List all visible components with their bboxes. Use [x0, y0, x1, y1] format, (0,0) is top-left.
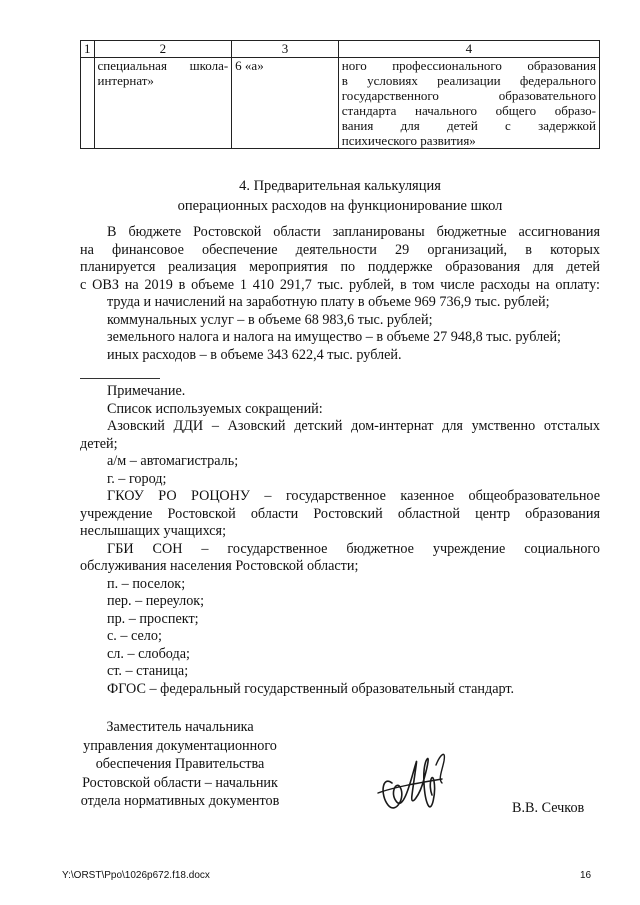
- section-title-line: 4. Предварительная калькуляция: [239, 178, 441, 194]
- abbr-line: ст. – станица;: [107, 663, 189, 679]
- abbr-line: с. – село;: [107, 628, 162, 644]
- table-header-cell: 1: [81, 41, 95, 58]
- abbr-line: детей;: [80, 435, 118, 452]
- cell-line: вания для детей с задержкой: [341, 118, 596, 133]
- file-path: Y:\ORST\Ppo\1026p672.f18.docx: [62, 870, 210, 881]
- expense-item: коммунальных услуг – в объеме 68 983,6 тыс. рублей;: [107, 311, 433, 328]
- abbr-line: г. – город;: [107, 470, 167, 487]
- budget-paragraph: [80, 224, 600, 364]
- cell-line: специальная школа-: [97, 58, 229, 73]
- paragraph-line: с ОВЗ на 2019 в объеме 1 410 291,7 тыс. рублей, в том числе расходы на оплату:: [80, 276, 600, 293]
- abbr-line: ГБИ СОН – государственное бюджетное учреждение социального: [107, 540, 600, 557]
- abbr-line: а/м – автомагистраль;: [107, 453, 239, 469]
- section-title-line: операционных расходов на функционирование школ: [177, 198, 503, 214]
- abbr-line: обслуживания населения Ростовской области;: [80, 558, 359, 574]
- paragraph-line: планируется реализация мероприятия по поддержке образования для детей: [80, 259, 600, 275]
- cell-line: психического развития»: [341, 133, 476, 148]
- table-cell-col3: 6 «а»: [232, 58, 339, 149]
- abbr-line: пер. – переулок;: [107, 593, 205, 609]
- expense-item: иных расходов – в объеме 343 622,4 тыс. рублей.: [107, 346, 402, 363]
- cell-line: интернат»: [97, 73, 154, 88]
- table-row: [81, 58, 600, 149]
- abbr-line: пр. – проспект;: [107, 610, 199, 627]
- abbreviations-note: [80, 383, 600, 698]
- separator-line: [80, 378, 160, 379]
- abbr-line: ГКОУ РО РОЦОНУ – государственное казенное общеобразовательное: [107, 488, 600, 504]
- abbr-line: учреждение Ростовской области Ростовский областной центр образования: [80, 505, 600, 522]
- expense-item: труда и начислений на заработную плату в объеме 969 736,9 тыс. рублей;: [107, 294, 550, 310]
- abbr-line: п. – поселок;: [107, 575, 186, 592]
- table-header-cell: 2: [94, 41, 232, 58]
- programs-table: [80, 40, 600, 149]
- signatory-name: В.В. Сечков: [512, 800, 585, 816]
- position-line: отдела нормативных документов: [80, 793, 280, 809]
- cell-line: стандарта начального общего образо-: [341, 103, 596, 118]
- page-number: 16: [580, 870, 592, 881]
- table-header-cell: 4: [338, 41, 599, 58]
- signatory-position: [60, 718, 300, 811]
- abbr-line: неслышащих учащихся;: [80, 523, 227, 539]
- cell-line: государственного образовательного: [341, 88, 596, 103]
- table-header-row: [81, 41, 600, 58]
- paragraph-line: на финансовое обеспечение деятельности 29 организаций, в которых: [80, 241, 600, 258]
- abbr-line: Азовский ДДИ – Азовский детский дом-интернат для умственно отсталых: [107, 418, 600, 434]
- position-line: Ростовской области – начальник: [82, 774, 278, 791]
- cell-line: ного профессионального образования: [341, 58, 596, 73]
- note-title: Примечание.: [107, 383, 186, 399]
- position-line: Заместитель начальника: [106, 719, 254, 735]
- paragraph-line: В бюджете Ростовской области запланированы бюджетные ассигнования: [107, 224, 600, 240]
- table-cell-col1: [81, 58, 95, 149]
- handwritten-signature: [370, 735, 465, 825]
- table-header-cell: 3: [232, 41, 339, 58]
- position-line: управления документационного: [83, 737, 277, 754]
- section-title: [80, 176, 600, 216]
- note-subtitle: Список используемых сокращений:: [107, 400, 323, 417]
- table-cell-col2: [94, 58, 232, 149]
- position-line: обеспечения Правительства: [95, 756, 265, 772]
- abbr-line: сл. – слобода;: [107, 645, 190, 662]
- table-cell-col4: [338, 58, 599, 149]
- expense-item: земельного налога и налога на имущество – в объеме 27 948,8 тыс. рублей;: [107, 329, 561, 345]
- cell-line: в условиях реализации федерального: [341, 73, 596, 88]
- abbr-line: ФГОС – федеральный государственный образовательный стандарт.: [107, 680, 515, 697]
